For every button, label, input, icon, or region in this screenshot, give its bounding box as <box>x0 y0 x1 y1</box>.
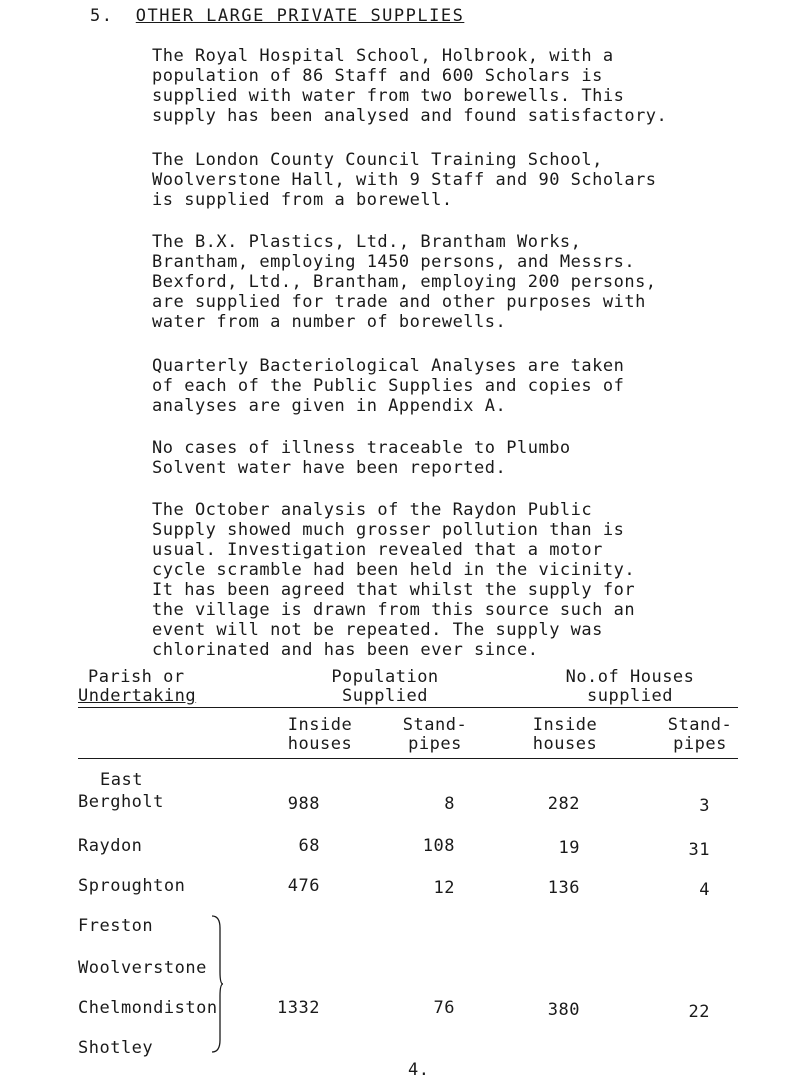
cell-houses-standpipes: 4 <box>699 880 710 900</box>
header-rule <box>78 707 738 708</box>
paragraph-bx-plastics: The B.X. Plastics, Ltd., Brantham Works, Brantham, employing 1450 persons, and Messrs. Bexford, Ltd., Brantham, employing 200 persons, are supplied for trade and other purposes with water from a number of borewells. <box>152 232 657 332</box>
section-number: 5. <box>90 6 114 26</box>
table-row-name: Sproughton <box>78 876 186 896</box>
cell-houses-inside: 380 <box>547 1000 580 1020</box>
cell-pop-inside: 988 <box>287 794 320 814</box>
bracket-group-1 <box>210 914 224 1054</box>
header-houses: No.of Houses supplied <box>565 667 695 706</box>
paragraph-raydon-october: The October analysis of the Raydon Public Supply showed much grosser pollution than is usual. Investigation revealed that a motor cycle scramble had been held in the vicinity. It has been agreed that whilst the supply for the village is drawn from this source such an event will not be repeated. The supply was chlorinated and has been ever since. <box>152 500 636 660</box>
section-title: OTHER LARGE PRIVATE SUPPLIES <box>135 6 465 26</box>
cell-houses-standpipes: 22 <box>688 1002 710 1022</box>
paragraph-plumbo-solvent: No cases of illness traceable to Plumbo Solvent water have been reported. <box>152 438 571 478</box>
subheader-houses-standpipes: Stand- pipes <box>667 715 733 754</box>
cell-houses-standpipes: 3 <box>699 796 710 816</box>
table-row-name: Bergholt <box>78 792 164 812</box>
cell-houses-inside: 282 <box>547 794 580 814</box>
cell-pop-inside: 1332 <box>277 998 320 1018</box>
table-row-name: East <box>100 770 143 790</box>
cell-houses-standpipes: 31 <box>688 840 710 860</box>
subheader-rule <box>78 758 738 759</box>
subheader-pop-standpipes: Stand- pipes <box>402 715 468 754</box>
paragraph-royal-hospital: The Royal Hospital School, Holbrook, with a population of 86 Staff and 600 Scholars is supplied with water from two borewells. This supply has been analysed and found satisfactory. <box>152 46 668 126</box>
page-number: 4. <box>408 1060 430 1080</box>
table-row-name: Woolverstone <box>78 958 207 978</box>
paragraph-lcc-school: The London County Council Training School, Woolverstone Hall, with 9 Staff and 90 Scholars is supplied from a borewell. <box>152 150 657 210</box>
cell-houses-inside: 136 <box>547 878 580 898</box>
cell-pop-standpipes: 8 <box>444 794 455 814</box>
subheader-houses-inside: Inside houses <box>532 715 598 754</box>
cell-pop-inside: 476 <box>287 876 320 896</box>
paragraph-analyses: Quarterly Bacteriological Analyses are taken of each of the Public Supplies and copies of analyses are given in Appendix A. <box>152 356 625 416</box>
cell-pop-inside: 68 <box>298 836 320 856</box>
table-row-name: Shotley <box>78 1038 154 1058</box>
cell-pop-standpipes: 108 <box>422 836 455 856</box>
table-row-name: Freston <box>78 916 154 936</box>
header-parish: Parish or Undertaking <box>78 667 197 706</box>
cell-houses-inside: 19 <box>558 838 580 858</box>
subheader-pop-inside: Inside houses <box>287 715 353 754</box>
table-row-name: Chelmondiston <box>78 998 218 1018</box>
table-row-name: Raydon <box>78 836 143 856</box>
header-population: Population Supplied <box>331 667 439 706</box>
cell-pop-standpipes: 12 <box>433 878 455 898</box>
section-heading <box>90 6 464 26</box>
cell-pop-standpipes: 76 <box>433 998 455 1018</box>
